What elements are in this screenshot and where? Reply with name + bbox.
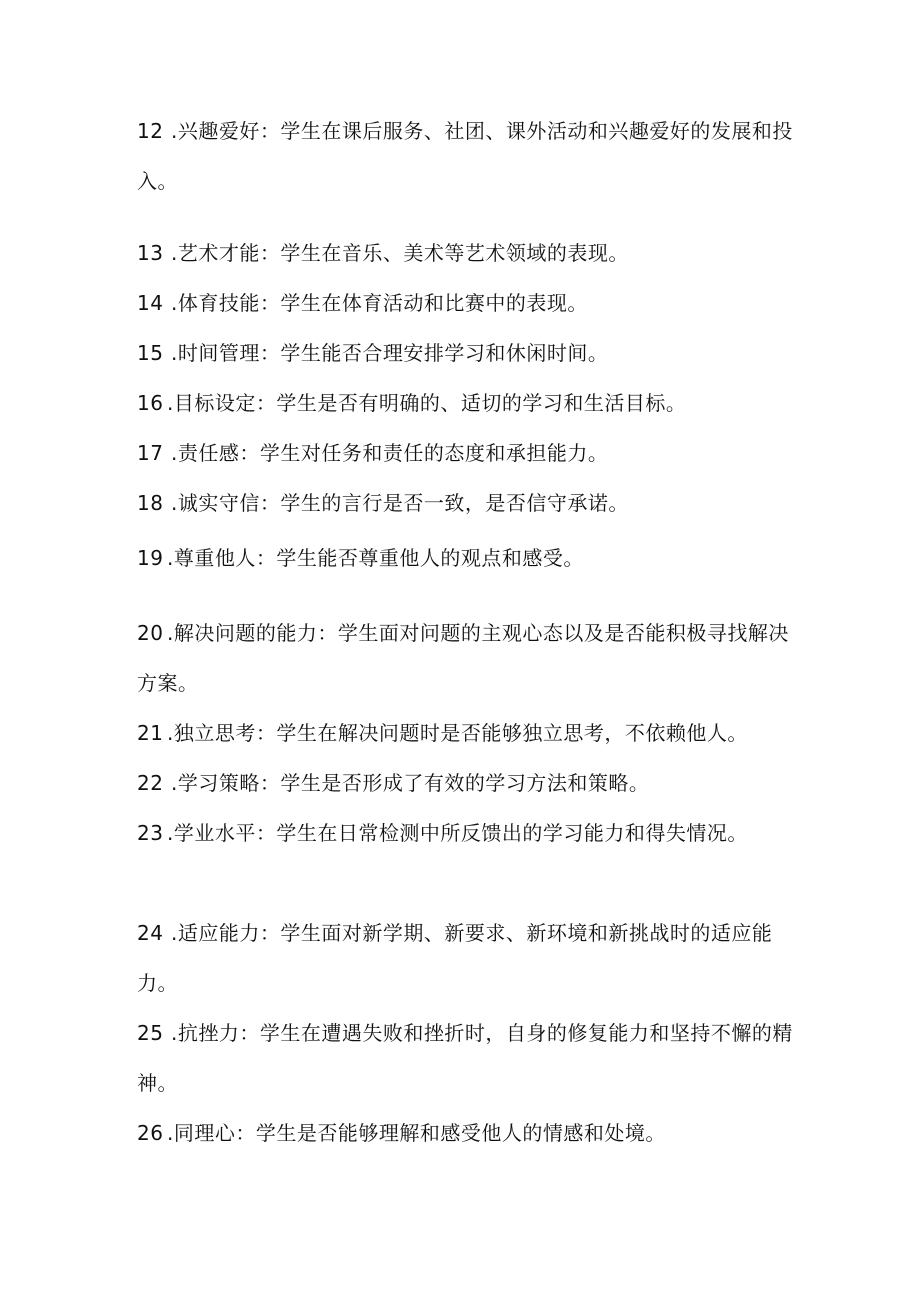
- item-text: .抗挫力：学生在遭遇失败和挫折时，自身的修复能力和坚持不懈的精神。: [137, 1021, 793, 1095]
- item-text: .时间管理：学生能否合理安排学习和休闲时间。: [171, 341, 609, 365]
- item-number: 14: [137, 291, 164, 315]
- item-text: .兴趣爱好：学生在课后服务、社团、课外活动和兴趣爱好的发展和投入。: [137, 119, 793, 193]
- item-text: .学习策略：学生是否形成了有效的学习方法和策略。: [171, 771, 650, 795]
- list-item: [137, 228, 797, 278]
- list-item: [137, 608, 797, 708]
- item-number: 18: [137, 491, 164, 515]
- item-text: .责任感：学生对任务和责任的态度和承担能力。: [171, 441, 609, 465]
- item-number: 21: [137, 721, 164, 745]
- item-text: .艺术才能：学生在音乐、美术等艺术领域的表现。: [171, 241, 629, 265]
- list-item: [137, 106, 797, 206]
- list-item: [137, 1108, 797, 1158]
- list-item: [137, 758, 797, 808]
- item-text: .尊重他人：学生能否尊重他人的观点和感受。: [167, 546, 584, 570]
- item-text: .独立思考：学生在解决问题时是否能够独立思考，不依赖他人。: [167, 721, 748, 745]
- item-number: 24: [137, 921, 164, 945]
- list-item: [137, 478, 797, 528]
- item-text: .解决问题的能力：学生面对问题的主观心态以及是否能积极寻找解决方案。: [137, 621, 789, 695]
- item-number: 19: [137, 546, 164, 570]
- item-number: 15: [137, 341, 164, 365]
- item-number: 26: [137, 1121, 164, 1145]
- item-number: 12: [137, 119, 164, 143]
- item-number: 23: [137, 821, 164, 845]
- list-item: [137, 533, 797, 583]
- item-text: .体育技能：学生在体育活动和比赛中的表现。: [171, 291, 588, 315]
- list-item: [137, 808, 757, 858]
- item-number: 25: [137, 1021, 164, 1045]
- list-item: [137, 908, 797, 1008]
- item-text: .适应能力：学生面对新学期、新要求、新环境和新挑战时的适应能力。: [137, 921, 773, 995]
- item-number: 13: [137, 241, 164, 265]
- list-item: [137, 328, 797, 378]
- list-item: [137, 428, 797, 478]
- list-item: [137, 708, 797, 758]
- item-text: .诚实守信：学生的言行是否一致，是否信守承诺。: [171, 491, 629, 515]
- list-item: [137, 1008, 797, 1108]
- item-number: 20: [137, 621, 164, 645]
- list-item: [137, 278, 797, 328]
- item-number: 17: [137, 441, 164, 465]
- item-text: .目标设定：学生是否有明确的、适切的学习和生活目标。: [167, 391, 687, 415]
- item-text: .学业水平：学生在日常检测中所反馈出的学习能力和得失情况。: [167, 821, 748, 845]
- list-item: [137, 378, 797, 428]
- item-text: .同理心：学生是否能够理解和感受他人的情感和处境。: [167, 1121, 666, 1145]
- item-number: 16: [137, 391, 164, 415]
- item-number: 22: [137, 771, 164, 795]
